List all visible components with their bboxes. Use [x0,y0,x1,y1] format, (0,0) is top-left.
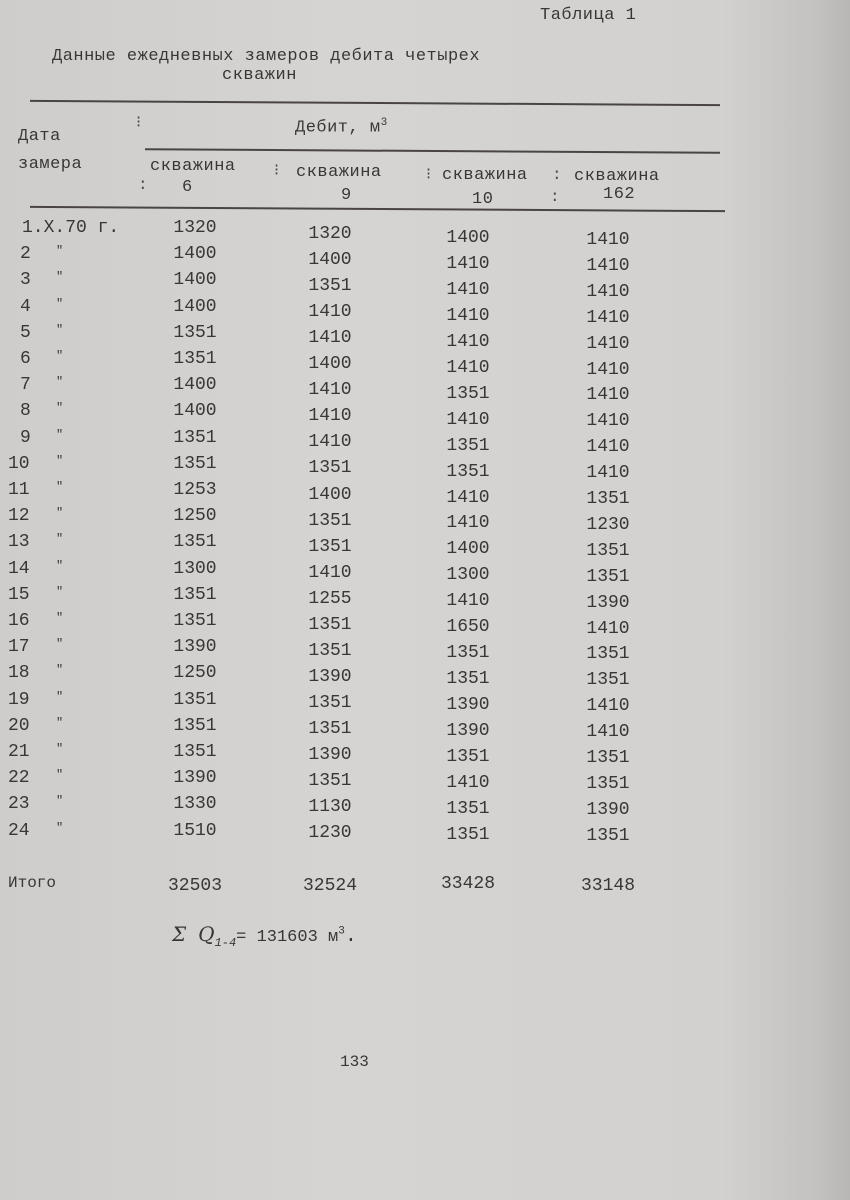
ditto-mark: " [56,768,64,783]
value-cell: 1351 [173,532,217,553]
date-cell: 18 [8,663,30,684]
value-cell: 1351 [446,643,490,664]
value-cell: 1351 [173,453,217,474]
ditto-mark: " [56,820,64,835]
value-cell: 1410 [446,772,490,793]
value-cell: 1351 [446,383,490,404]
ditto-mark: " [56,296,64,311]
sum-formula [172,922,357,950]
table-row [0,742,720,768]
well-9-num: 9 [341,186,352,205]
value-cell: 1351 [586,540,630,561]
value-cell: 1410 [446,513,490,534]
well-6-num: 6 [182,178,193,197]
value-cell: 1410 [586,722,630,743]
well-6-word: скважина [150,157,236,176]
value-cell: 1351 [446,435,490,456]
table-row [0,716,720,742]
date-header-line2: замера [18,155,83,174]
ditto-mark: " [56,480,64,494]
value-cell: 1351 [173,322,217,343]
value-cell: 1410 [308,328,352,349]
value-cell: 1400 [173,270,217,291]
ditto-mark: " [56,689,64,704]
page-number: 133 [340,1053,369,1071]
value-cell: 1390 [586,799,630,820]
value-cell: 1400 [446,539,490,560]
table-row [0,453,720,484]
total-row [0,874,720,900]
date-cell: 3 [20,270,31,291]
table-title-line2: скважин [222,66,297,85]
value-cell: 1390 [586,592,630,613]
value-cell: 1400 [308,484,352,505]
q-symbol: Q [198,922,215,946]
table-row [0,585,720,611]
ditto-mark: " [56,244,64,259]
table-row [0,559,720,585]
value-cell: 1400 [173,401,217,422]
value-cell: 1320 [173,218,217,238]
value-cell: 1351 [173,349,217,369]
value-cell: 1130 [308,797,352,818]
table-row [0,270,720,302]
table-title-line1: Данные ежедневных замеров дебита четырех [52,47,481,66]
separator: : [552,166,562,184]
date-cell: 20 [8,715,30,736]
value-cell: 1351 [173,611,217,631]
ditto-mark: " [56,375,64,390]
value-cell: 1351 [586,670,630,691]
value-cell: 1410 [586,411,630,432]
table-row [0,322,720,354]
table-row [0,611,720,637]
date-cell: 22 [8,768,30,789]
table-row [0,375,720,406]
value-cell: 1400 [173,375,217,396]
value-cell: 1351 [446,747,490,767]
date-cell: 24 [8,820,30,841]
value-cell: 1351 [308,640,352,661]
well-162-word: скважина [574,167,660,186]
table-label: Таблица 1 [540,6,637,25]
ditto-mark: " [56,742,64,756]
ditto-mark: " [56,532,64,547]
value-cell: 1410 [446,487,490,508]
group-rule [145,148,720,154]
ditto-mark: " [56,558,64,573]
total-well-10: 33428 [440,874,495,894]
date-cell: 17 [8,637,30,658]
table-row [0,794,720,820]
date-cell: 2 [20,244,31,265]
value-cell: 1410 [446,591,490,612]
value-cell: 1650 [446,617,490,638]
value-cell: 1351 [173,584,217,605]
value-cell: 1410 [308,380,352,401]
sigma-symbol: Σ [172,922,187,946]
date-cell: 16 [8,611,30,631]
sum-dot: . [344,925,357,948]
ditto-mark: " [56,663,64,678]
value-cell: 1351 [586,566,630,587]
well-162-num: 162 [603,185,636,204]
date-header-line1: Дата [18,127,61,146]
date-cell: 8 [20,401,31,422]
value-cell: 1351 [173,689,217,710]
value-cell: 1410 [308,406,352,427]
value-cell: 1351 [308,458,352,479]
value-cell: 1510 [173,820,217,841]
value-cell: 1410 [308,302,352,323]
ditto-mark: " [56,270,64,285]
date-cell: 19 [8,689,30,710]
well-10-word: скважина [442,166,528,185]
value-cell: 1351 [586,644,630,665]
value-cell: 1410 [446,357,490,378]
separator: ⁝ [136,114,142,132]
value-cell: 1410 [586,618,630,639]
value-cell: 1410 [586,437,630,458]
table-row [0,690,720,716]
value-cell: 1351 [586,773,630,794]
total-well-162: 33148 [580,876,635,896]
value-cell: 1351 [173,427,217,448]
table-row [0,349,720,380]
value-cell: 1410 [446,279,490,300]
value-cell: 1351 [308,718,352,739]
value-cell: 1410 [586,385,630,406]
date-cell: 7 [20,375,31,396]
table-row [0,663,720,689]
total-well-6: 32503 [167,876,222,896]
group-header-label: Дебит, м [295,118,381,138]
date-cell: 23 [8,794,30,815]
value-cell: 1351 [446,461,490,482]
separator: : [138,176,148,194]
date-cell: 6 [20,349,31,369]
table-row [0,296,720,328]
date-cell: 1.X.70 г. [22,218,120,238]
value-cell: 1320 [308,224,352,244]
value-cell: 1351 [308,692,352,713]
sum-value: = 131603 м [236,928,339,947]
date-cell: 13 [8,532,30,553]
value-cell: 1351 [308,510,352,531]
table-row [0,506,720,535]
separator: : [550,188,560,206]
q-subscript: 1-4 [214,936,237,950]
ditto-mark: " [56,715,64,730]
value-cell: 1400 [308,354,352,375]
value-cell: 1351 [173,715,217,736]
value-cell: 1400 [173,244,217,265]
value-cell: 1351 [446,824,490,845]
value-cell: 1351 [446,798,490,819]
value-cell: 1253 [173,480,217,500]
table-row [0,768,720,794]
value-cell: 1390 [308,745,352,765]
table-row [0,401,720,432]
total-label: Итого [8,874,57,892]
table-row [0,480,720,509]
ditto-mark: " [56,401,64,416]
value-cell: 1351 [586,489,630,509]
value-cell: 1390 [173,768,217,789]
ditto-mark: " [56,427,64,442]
ditto-mark: " [56,611,64,625]
value-cell: 1351 [446,669,490,690]
value-cell: 1400 [308,250,352,271]
value-cell: 1300 [446,565,490,586]
value-cell: 1410 [586,307,630,328]
value-cell: 1400 [446,228,490,248]
value-cell: 1410 [308,432,352,453]
value-cell: 1255 [308,588,352,609]
well-10-num: 10 [472,190,494,209]
table-row [0,532,720,561]
date-cell: 10 [8,453,30,474]
ditto-mark: " [56,637,64,652]
ditto-mark: " [56,349,64,363]
value-cell: 1330 [173,794,217,815]
ditto-mark: " [56,453,64,468]
value-cell: 1390 [446,721,490,742]
well-9-word: скважина [296,163,382,182]
table-row [0,637,720,663]
table-row [0,821,720,847]
table-row [0,244,720,276]
value-cell: 1400 [173,296,217,317]
date-cell: 11 [8,480,30,500]
date-cell: 12 [8,506,30,527]
value-cell: 1351 [308,771,352,792]
value-cell: 1351 [173,742,217,762]
date-cell: 21 [8,742,30,762]
value-cell: 1410 [446,253,490,274]
separator: ⁝ [426,166,432,184]
value-cell: 1410 [308,562,352,583]
value-cell: 1230 [308,823,352,844]
value-cell: 1410 [446,305,490,326]
date-cell: 9 [20,427,31,448]
value-cell: 1410 [586,463,630,484]
value-cell: 1410 [586,281,630,302]
value-cell: 1410 [586,230,630,250]
value-cell: 1410 [586,696,630,717]
ditto-mark: " [56,506,64,521]
sum-unit-sup: 3 [338,925,345,938]
value-cell: 1351 [586,748,630,768]
group-header-sup: 3 [380,117,388,129]
table-row [0,218,720,250]
value-cell: 1351 [586,825,630,846]
value-cell: 1390 [173,637,217,658]
value-cell: 1410 [586,333,630,354]
value-cell: 1351 [308,536,352,557]
date-cell: 14 [8,558,30,579]
total-well-9: 32524 [302,876,357,896]
value-cell: 1351 [308,614,352,635]
date-cell: 15 [8,584,30,605]
value-cell: 1250 [173,663,217,684]
ditto-mark: " [56,794,64,809]
date-cell: 5 [20,322,31,343]
date-cell: 4 [20,296,31,317]
value-cell: 1410 [586,255,630,276]
value-cell: 1230 [586,514,630,535]
value-cell: 1390 [446,695,490,716]
ditto-mark: " [56,584,64,599]
value-cell: 1410 [446,331,490,352]
header-bottom-rule [30,206,725,212]
value-cell: 1390 [308,666,352,687]
table-row [0,427,720,458]
top-rule [30,100,720,106]
ditto-mark: " [56,322,64,337]
group-header [295,117,388,138]
value-cell: 1351 [308,276,352,297]
separator: ⁝ [274,162,280,180]
value-cell: 1410 [446,409,490,430]
value-cell: 1300 [173,558,217,579]
value-cell: 1410 [586,359,630,380]
value-cell: 1250 [173,506,217,527]
